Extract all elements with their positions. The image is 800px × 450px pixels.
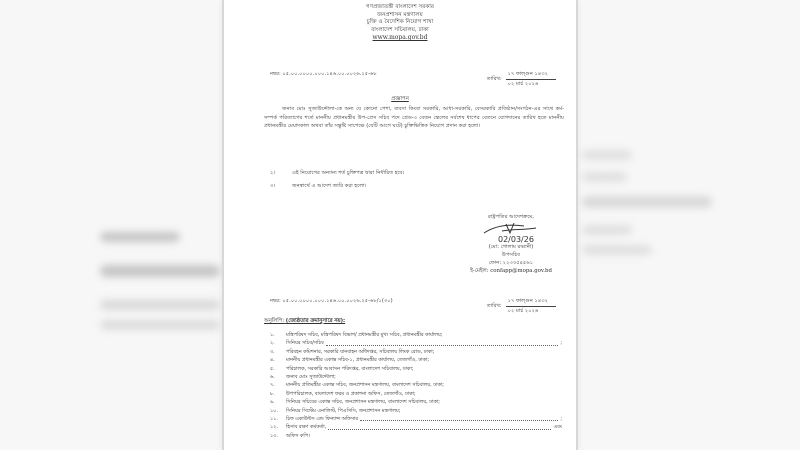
copy-reference-row	[270, 298, 556, 315]
signatory-phone: ফোন: ২২৩৩৫৪৫৬১	[488, 260, 534, 266]
signatory-designation: উপসচিব	[501, 252, 521, 258]
clause-item	[270, 183, 556, 190]
blurred-text-block	[100, 232, 180, 242]
signatory-block	[446, 213, 576, 275]
cc-item-number: ৩.	[270, 348, 275, 355]
cc-item-text: সিনিয়র সিস্টেম এনালিস্ট, পিএসিসি, জনপ্রশাসন মন্ত্রণালয়;	[286, 407, 401, 414]
cc-item-text: সিনিয়র সচিবের একান্ত সচিব, জনপ্রশাসন মন্ত্রণালয়, বাংলাদেশ সচিবালয়, ঢাকা;	[286, 399, 440, 406]
cc-item-text: হিসাব রক্ষণ কর্মকর্তা,	[286, 424, 327, 431]
date-bangla: ১৭ ফাল্গুন ১৪৩২	[506, 71, 556, 80]
cc-title	[264, 318, 345, 325]
signatory-email[interactable]: ই-মেইল: confapp@mopa.gov.bd	[470, 268, 552, 274]
letterhead	[224, 4, 576, 42]
memo-date	[487, 71, 556, 88]
memo-number: নম্বর: ০৫.০০.০০০০.০০০.১৪৬.০০.০০২৬.২৫-৬৮	[270, 71, 377, 77]
cc-item-text: উপপরিচালক, বাংলাদেশ ফরম ও প্রকাশনা অফিস, তেজগাঁও, ঢাকা;	[286, 390, 416, 397]
cc-item-number: ৪.	[270, 357, 275, 364]
blurred-text-block	[582, 172, 627, 182]
cc-list-item	[270, 407, 562, 415]
cc-list-item	[270, 356, 562, 364]
cc-list-item	[270, 339, 562, 347]
date-label: তারিখ:	[486, 76, 502, 82]
cc-item-text: জনাব মোঃ সুজাউদ্দৌলা;	[286, 374, 336, 381]
cc-item-text: চিফ একাউন্টস এন্ড ফিন্যান্স অফিসার	[286, 416, 359, 423]
body-paragraph: জনাব মোঃ সুজাউদ্দৌলা-কে অন্য যে কোনো পেশা, ব্যবসা কিংবা সরকারি, আধা-সরকারি, বেসরকারি প্রতিষ্ঠান/সংগঠন-এর সাথে কর্ম-সম্পর্ক পরিত্যাগের শর্তে মাননীয় প্রধানমন্ত্রীর উপ-প্রেস সচিব পদে গ্রেড-৩ বেতন স্কেলের সর্বশেষ ধাপের বেতনে যোগদানের তারিখ হতে মাননীয় প্রধানমন্ত্রীর মেয়াদকাল অথবা তাঁর সন্তুষ্টি সাপেক্ষে (যেটি আগে ঘটে) চুক্তিভিত্তিক নিয়োগ প্রদান করা হলো।	[264, 106, 564, 129]
header-line-3: চুক্তি ও বৈদেশিক নিয়োগ শাখা	[366, 19, 434, 26]
cc-item-number: ১১.	[270, 416, 278, 423]
svg-text:02/03/26: 02/03/26	[498, 235, 534, 244]
cc-item-tail: এবং	[553, 424, 562, 431]
date-gregorian: ০২ মার্চ ২০২৬	[507, 81, 539, 87]
signatory-name: (মো: গোলাম রব্বানী)	[488, 244, 534, 250]
cc-item-number: ৬.	[270, 374, 275, 381]
cc-list-item	[270, 381, 562, 389]
blurred-text-block	[582, 245, 652, 255]
blurred-text-block	[582, 196, 712, 208]
cc-item-text: মন্ত্রিপরিষদ সচিব, মন্ত্রিপরিষদ বিভাগ/ প্রধানমন্ত্রীর মুখ্য সচিব, প্রধানমন্ত্রীর কার্যালয়;	[286, 332, 443, 338]
date-gregorian: ০২ মার্চ ২০২৬	[507, 308, 539, 314]
website-link[interactable]: www.mopa.gov.bd	[372, 34, 428, 42]
blurred-text-block	[582, 225, 632, 235]
cc-title-prefix: অনুলিপি:	[264, 318, 285, 324]
cc-item-tail: ;	[560, 416, 562, 423]
clause-text: জনস্বার্থে এ আদেশ জারি করা হলো।	[292, 183, 367, 189]
memo-reference-row	[270, 71, 556, 88]
cc-list	[270, 331, 562, 440]
cc-item-number: ১০.	[270, 407, 278, 414]
clause-number: ৩।	[270, 183, 276, 189]
cc-item-number: ৫.	[270, 365, 275, 372]
cc-list-item	[270, 398, 562, 406]
cc-item-number: ১৩.	[270, 432, 278, 439]
header-line-4: বাংলাদেশ সচিবালয়, ঢাকা	[371, 26, 429, 33]
copy-memo-number: নম্বর: ০৫.০০.০০০০.০০০.১৪৬.০০.০০২৬.২৫-৬৮/১(৩০)	[270, 298, 393, 304]
by-order-text: রাষ্ট্রপতির আদেশক্রমে,	[488, 214, 534, 220]
cc-item-text: মাননীয় প্রতিমন্ত্রীর একান্ত সচিব, জনপ্রশাসন মন্ত্রণালয়, বাংলাদেশ সচিবালয়, ঢাকা;	[286, 382, 444, 389]
date-bangla: ১৭ ফাল্গুন ১৪৩২	[506, 298, 556, 307]
cc-item-number: ১.	[270, 332, 275, 338]
clause-item	[270, 170, 556, 177]
fill-in-blank	[328, 423, 551, 429]
cc-item-number: ৯.	[270, 399, 275, 406]
cc-item-text: পরিচালক, সরকারি আবাসন পরিদপ্তর, বাংলাদেশ সচিবালয়, ঢাকা;	[286, 365, 414, 372]
cc-item-text: পরিবহন কমিশনার, সরকারি যানবাহন অধিদপ্তর, সচিবালয় লিংক রোড, ঢাকা;	[286, 348, 435, 355]
cc-list-item	[270, 415, 562, 423]
blurred-text-block	[582, 150, 632, 160]
notice-title: প্রজ্ঞাপন	[391, 96, 409, 102]
header-line-2: জনপ্রশাসন মন্ত্রণালয়	[377, 11, 423, 18]
cc-list-item	[270, 423, 562, 431]
blurred-text-block	[100, 320, 220, 330]
document-page	[222, 0, 578, 450]
date-label: তারিখ:	[486, 303, 502, 309]
fill-in-blank	[326, 339, 559, 345]
cc-title-note: (জ্যেষ্ঠতার ক্রমানুসারে নয়):	[285, 318, 346, 324]
clause-number: ২।	[270, 170, 276, 176]
cc-list-item	[270, 390, 562, 398]
cc-item-number: ১২.	[270, 424, 278, 431]
cc-item-number: ২.	[270, 340, 275, 347]
signature-icon	[446, 221, 576, 243]
cc-item-number: ৮.	[270, 390, 275, 397]
clause-text: এই নিয়োগের অন্যান্য শর্ত চুক্তিপত্র দ্বারা নির্ধারিত হবে।	[292, 170, 405, 176]
cc-list-item	[270, 432, 562, 440]
copy-memo-date	[487, 298, 556, 315]
header-line-1: গণপ্রজাতন্ত্রী বাংলাদেশ সরকার	[366, 4, 434, 10]
clauses	[270, 170, 556, 196]
cc-item-text: মাননীয় প্রধানমন্ত্রীর একান্ত সচিব-১, প্রধানমন্ত্রীর কার্যালয়, তেজগাঁও, ঢাকা;	[286, 357, 430, 364]
cc-list-item	[270, 365, 562, 373]
cc-list-item	[270, 331, 562, 339]
cc-item-text: অফিস কপি।	[286, 432, 310, 439]
fill-in-blank	[360, 415, 558, 421]
cc-list-item	[270, 348, 562, 356]
blurred-text-block	[100, 265, 220, 277]
cc-item-text: সিনিয়র সচিব/সচিব	[286, 340, 324, 347]
blurred-text-block	[100, 300, 220, 310]
cc-list-item	[270, 373, 562, 381]
cc-item-tail: ;	[560, 340, 562, 347]
cc-item-number: ৭.	[270, 382, 275, 389]
